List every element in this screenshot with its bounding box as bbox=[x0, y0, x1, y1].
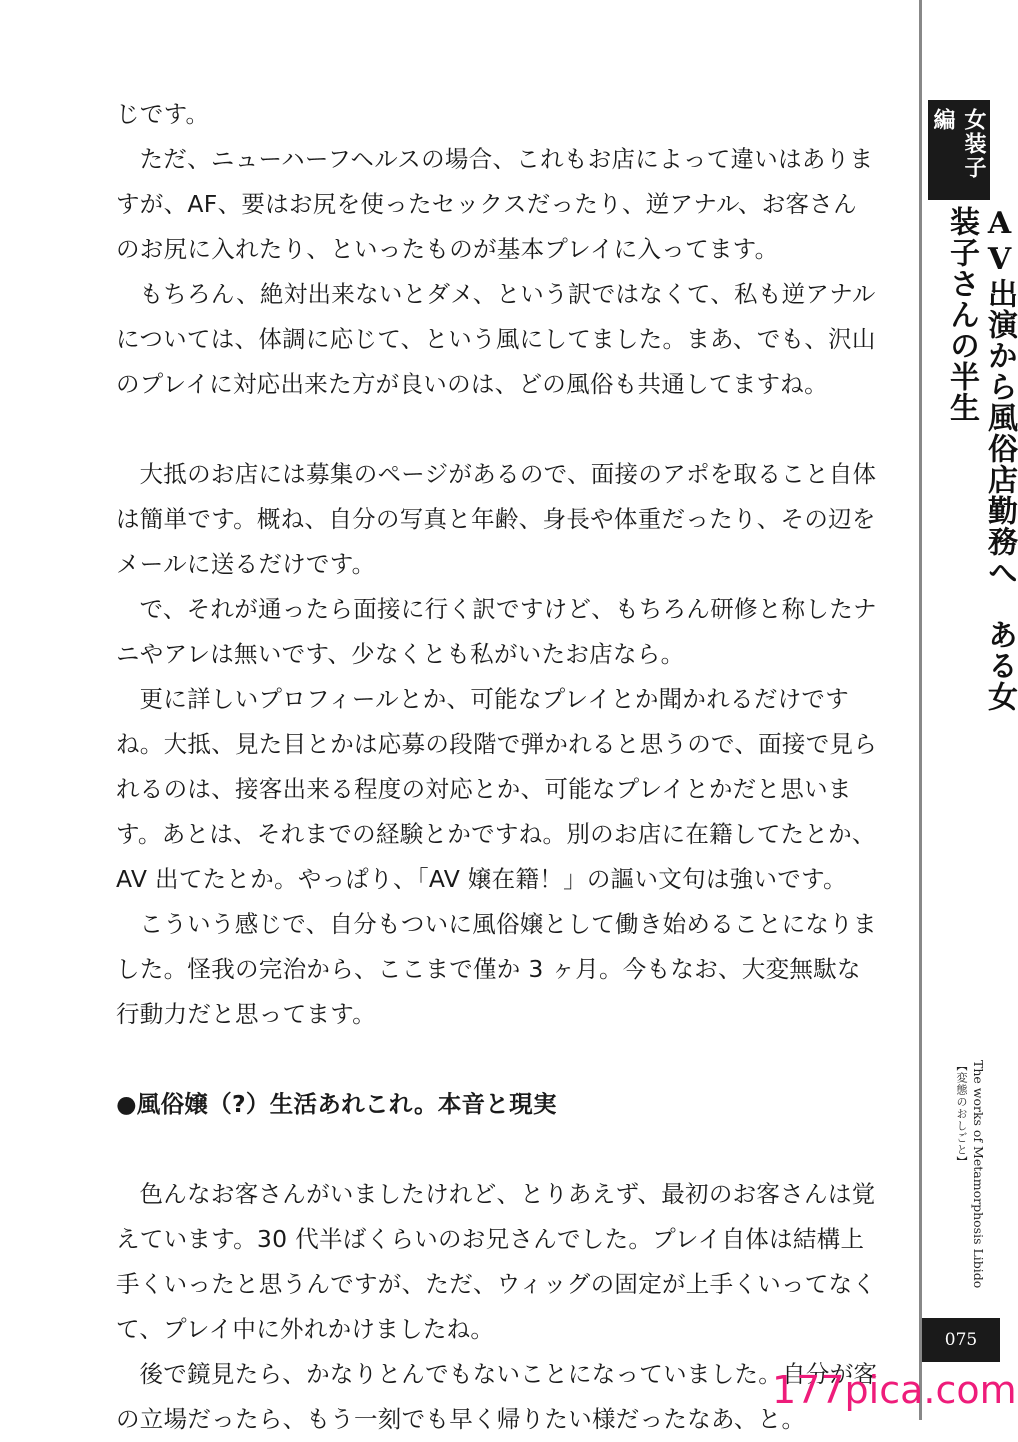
body-text bbox=[116, 92, 880, 1442]
paragraph-gap bbox=[116, 407, 880, 452]
paragraph: じです。 bbox=[116, 100, 210, 128]
paragraph: で、それが通ったら面接に行く訳ですけど、もちろん研修と称したナニやアレは無いです、少なくとも私がいたお店なら。 bbox=[116, 595, 877, 668]
paragraph-group-3 bbox=[116, 1172, 880, 1442]
page-number: 075 bbox=[922, 1318, 1000, 1362]
paragraph: 後で鏡見たら、かなりとんでもないことになっていました。自分が客の立場だったら、もう一刻でも早く帰りたい様だったなあ、と。 bbox=[116, 1360, 878, 1433]
series-title-en: The works of Metamorphosis Libido bbox=[971, 1060, 986, 1289]
paragraph-group-1 bbox=[116, 92, 880, 407]
series-caption bbox=[936, 1060, 986, 1300]
section-heading: ●風俗嬢（?）生活あれこれ。本音と現実 bbox=[116, 1090, 557, 1118]
section-tab bbox=[928, 100, 990, 200]
side-margin bbox=[922, 0, 1017, 1420]
paragraph: 色んなお客さんがいましたけれど、とりあえず、最初のお客さんは覚えています。30 代半ばくらいのお兄さんでした。プレイ自体は結構上手くいったと思うんですが、ただ、ウィッグの固定が上手くいってなくて、プレイ中に外れかけましたね。 bbox=[116, 1180, 877, 1343]
chapter-title-text: AV出演から風俗店勤務へ ある女装子さんの半生 bbox=[944, 206, 1017, 712]
section-tab-label: 女装子編 bbox=[930, 108, 987, 180]
paragraph-gap bbox=[116, 1127, 880, 1172]
watermark: 177pica.com bbox=[772, 1368, 1017, 1412]
paragraph: こういう感じで、自分もついに風俗嬢として働き始めることになりました。怪我の完治から、ここまで僅か 3 ヶ月。今もなお、大変無駄な行動力だと思ってます。 bbox=[116, 910, 877, 1028]
series-title-jp: 【変態のおしごと】 bbox=[955, 1060, 968, 1168]
paragraph: 大抵のお店には募集のページがあるので、面接のアポを取ること自体は簡単です。概ね、自分の写真と年齢、身長や体重だったり、その辺をメールに送るだけです。 bbox=[116, 460, 877, 578]
chapter-title bbox=[942, 206, 1017, 726]
paragraph-gap bbox=[116, 1037, 880, 1082]
paragraph-group-2 bbox=[116, 452, 880, 1037]
paragraph: ただ、ニューハーフヘルスの場合、これもお店によって違いはありますが、AF、要はお尻を使ったセックスだったり、逆アナル、お客さんのお尻に入れたり、といったものが基本プレイに入ってます。 bbox=[116, 145, 874, 263]
paragraph: もちろん、絶対出来ないとダメ、という訳ではなくて、私も逆アナルについては、体調に応じて、という風にしてました。まあ、でも、沢山のプレイに対応出来た方が良いのは、どの風俗も共通してますね。 bbox=[116, 280, 876, 398]
paragraph: 更に詳しいプロフィールとか、可能なプレイとか聞かれるだけですね。大抵、見た目とかは応募の段階で弾かれると思うので、面接で見られるのは、接客出来る程度の対応とか、可能なプレイとかだと思います。あとは、それまでの経験とかですね。別のお店に在籍してたとか、AV 出てたとか。やっぱり、「AV 嬢在籍！」の謳い文句は強いです。 bbox=[116, 685, 878, 893]
